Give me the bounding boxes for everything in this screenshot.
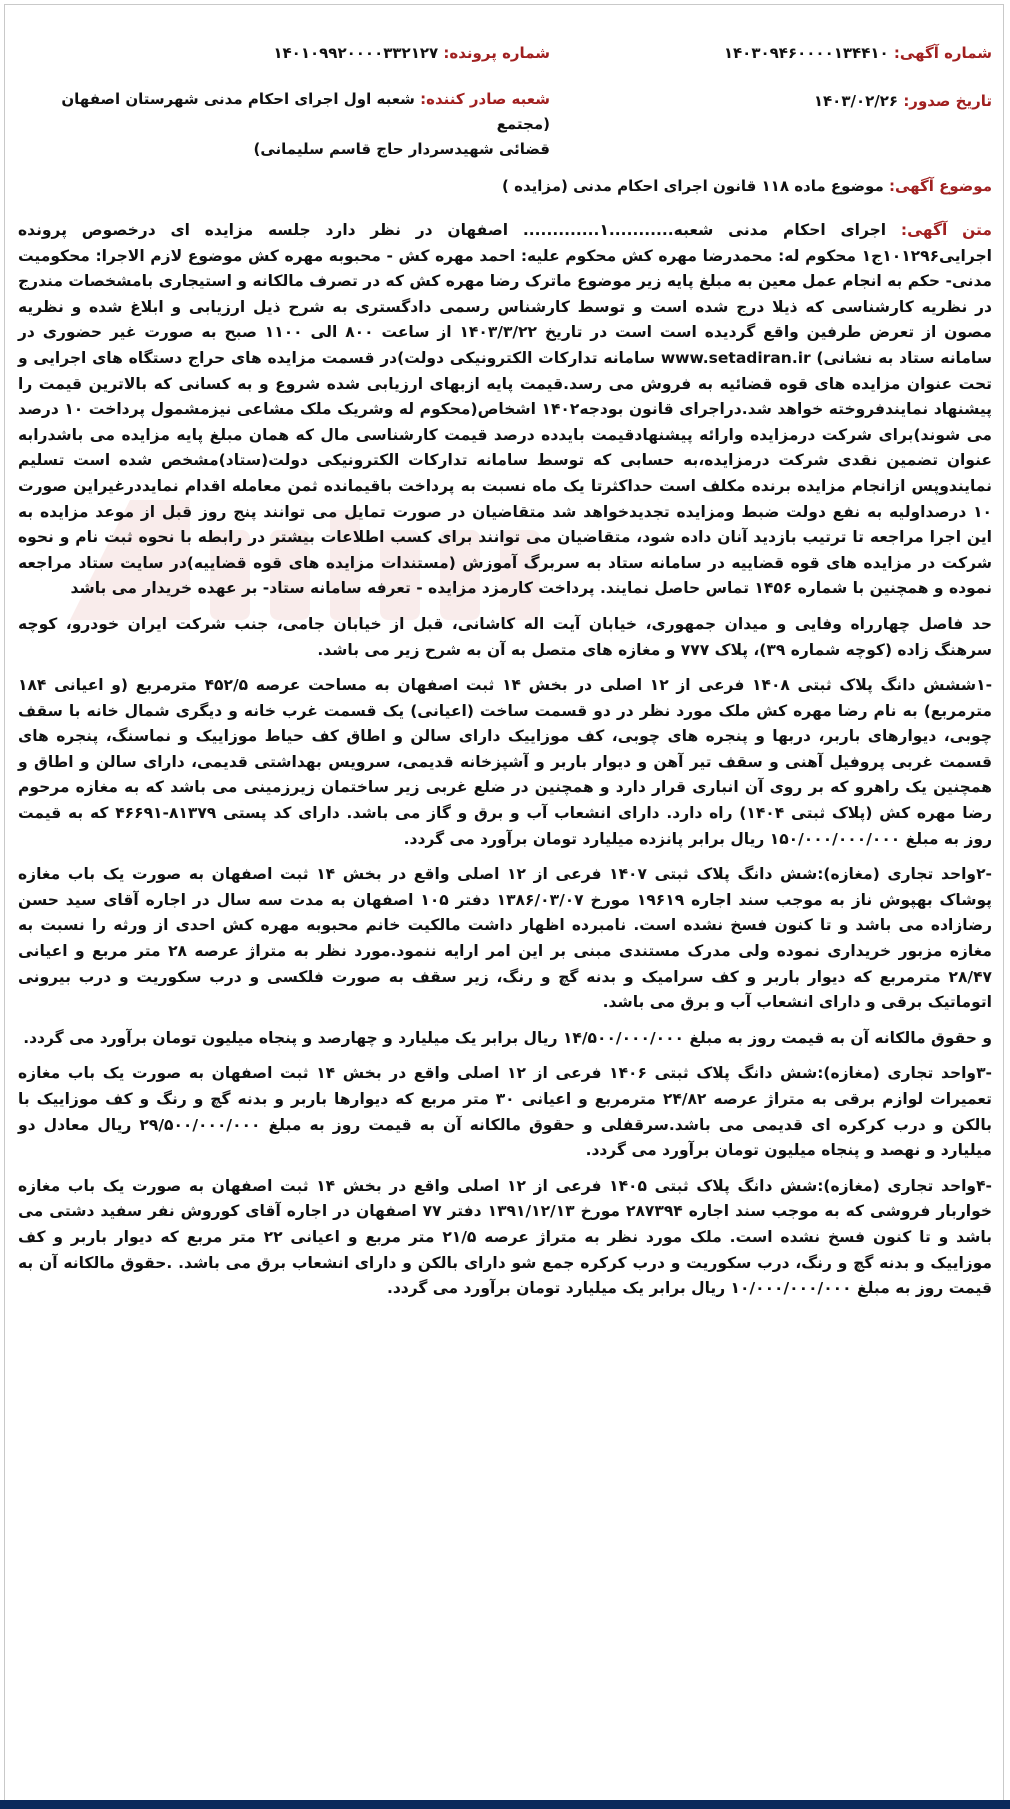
issuer-line2: قضائی شهیدسردار حاج قاسم سلیمانی) xyxy=(253,140,550,158)
address-paragraph: حد فاصل چهارراه وفایی و میدان جمهوری، خیابان آیت اله کاشانی، قبل از خیابان جامی، جنب شرکت ایران خودرو، کوچه سرهنگ زاده (کوچه شماره ۳۹)، پلاک ۷۷۷ و مغازه های متصل به آن به شرح زیر می باشد. xyxy=(18,614,992,659)
notice-number-value: ۱۴۰۳۰۹۴۶۰۰۰۰۱۳۴۴۱۰ xyxy=(723,44,889,62)
item2-paragraph: -۲واحد تجاری (مغازه):شش دانگ پلاک ثبتی ۱۴۰۷ فرعی از ۱۲ اصلی واقع در بخش ۱۴ ثبت اصفهان به صورت یک باب مغازه پوشاک بهپوش ناز به موجب سند اجاره ۱۹۶۱۹ مورخ ۱۳۸۶/۰۳/۰۷ دفتر ۱۰۵ اصفهان به مدت سه سال در اجاره آقای سید حسن رضازاده می باشد و تا کنون فسخ نشده است. نامبرده اظهار داشت مالکیت خانم محبوبه مهره کش احدی از ورثه را نسبت به مغازه مزبور خریداری نموده ولی مدرک مستندی مبنی بر این امر ارایه ننمود.مورد نظر به متراژ عرصه ۲۸ متر مربع و اعیانی ۲۸/۴۷ مترمربع که دیوار باربر و کف سرامیک و بدنه گچ و رنگ، زیر سقف به صورت فلکسی و درب سکوریت و درب بیرونی اتوماتیک برقی و دارای انشعاب آب و برق می باشد. xyxy=(18,865,993,1012)
issue-date xyxy=(814,92,992,110)
issuer xyxy=(30,87,550,162)
intro-paragraph xyxy=(18,218,992,602)
notice-body xyxy=(18,218,992,1312)
issue-date-value: ۱۴۰۳/۰۲/۲۶ xyxy=(813,92,899,110)
notice-number-label: شماره آگهی: xyxy=(893,44,992,62)
item3-paragraph: -۳واحد تجاری (مغازه):شش دانگ پلاک ثبتی ۱۴۰۶ فرعی از ۱۲ اصلی واقع در بخش ۱۴ ثبت اصفهان به صورت یک باب مغازه تعمیرات لوازم برقی به متراژ عرصه ۲۴/۸۲ مترمربع و اعیانی ۳۰ متر مربع که دیوارها باربر و بدنه گچ و رنگ و کف موزاییک با بالکن و درب کرکره ای قدیمی می باشد.سرقفلی و حقوق مالکانه آن به قیمت روز به مبلغ ۲۹/۵۰۰/۰۰۰/۰۰۰ ریال معادل دو میلیارد و نهصد و پنجاه میلیون تومان برآورد می گردد. xyxy=(18,1064,993,1160)
issuer-label: شعبه صادر کننده: xyxy=(420,90,550,108)
body-text-label: متن آگهی: xyxy=(900,221,992,239)
subject-value: موضوع ماده ۱۱۸ قانون اجرای احکام مدنی (مزایده ) xyxy=(502,177,884,195)
issue-date-label: تاریخ صدور: xyxy=(903,92,992,110)
bottom-bar xyxy=(0,1800,1010,1809)
issuer-line1: شعبه اول اجرای احکام مدنی شهرستان اصفهان (مجتمع xyxy=(61,90,550,133)
file-number-value: ۱۴۰۱۰۹۹۲۰۰۰۰۳۳۲۱۲۷ xyxy=(273,44,439,62)
item4-paragraph: -۴واحد تجاری (مغازه):شش دانگ پلاک ثبتی ۱۴۰۵ فرعی از ۱۲ اصلی واقع در بخش ۱۴ ثبت اصفهان به صورت یک باب مغازه خواربار فروشی که به موجب سند اجاره ۲۸۷۳۹۴ مورخ ۱۳۹۱/۱۲/۱۳ دفتر ۷۷ اصفهان در اجاره آقای کوروش نفر سفید دشتی می باشد و تا کنون فسخ نشده است. ملک مورد نظر به متراژ عرصه ۲۱/۵ متر مربع و اعیانی ۲۲ متر مربع که دیوار باربر و کف موزاییک و بدنه گچ و رنگ، درب سکوریت و درب کرکره جمع شو دارای بالکن و دارای انشعاب برق می باشد. .حقوق مالکانه آن به قیمت روز به مبلغ ۱۰/۰۰۰/۰۰۰/۰۰۰ ریال برابر یک میلیارد تومان برآورد می گردد. xyxy=(18,1176,993,1298)
item1-paragraph: -۱ششش دانگ پلاک ثبتی ۱۴۰۸ فرعی از ۱۲ اصلی در بخش ۱۴ ثبت اصفهان به مساحت عرصه ۴۵۲/۵ مترمربع (و اعیانی ۱۸۴ مترمربع) به نام رضا مهره کش ملک مورد نظر در دو قسمت ساخت (اعیانی) یک قسمت غرب خانه و دیگری شمال خانه با سقف چوبی، دیوارهای باربر، دربها و پنجره های چوبی، کف موزاییک دارای سالن و اطاق کف حیاط موزاییک و نماسنگ، پنجره های قسمت غربی پروفیل آهنی و سقف تیر آهن و دیوار باربر و آشپزخانه قدیمی، سرویس بهداشتی قدیمی، دارای سالن و اطاق و همچنین یک راهرو که بر روی آن انباری قرار دارد و همچنین در ضلع غربی زیر ساختمان زیرزمینی می باشد که به مغازه مرحوم رضا مهره کش (پلاک ثبتی ۱۴۰۴) راه دارد. دارای انشعاب آب و برق و گاز می باشد. دارای کد پستی ۸۱۳۷۹-۴۶۶۹۱ که به قیمت روز به مبلغ ۱۵۰/۰۰۰/۰۰۰/۰۰۰ ریال برابر پانزده میلیارد تومان برآورد می گردد. xyxy=(18,676,992,848)
subject xyxy=(502,177,992,195)
subject-label: موضوع آگهی: xyxy=(888,177,992,195)
notice-number xyxy=(724,44,992,62)
item2-price-paragraph: و حقوق مالکانه آن به قیمت روز به مبلغ ۱۴/۵۰۰/۰۰۰/۰۰۰ ریال برابر یک میلیارد و چهارصد و پنجاه میلیون تومان برآورد می گردد. xyxy=(23,1028,992,1047)
intro-text: اجرای احکام مدنی شعبه...........۱............. اصفهان در نظر دارد جلسه مزایده ای درخصوص پرونده اجرایی۱۰۱۲۹۶ج۱ محکوم له: محمدرضا مهره کش محکوم علیه: احمد مهره کش - محبوبه مهره کش موضوع لازم الاجرا: محکومیت مدنی- حکم به انجام عمل معین به مبلغ پایه زیر موضوع ماترک رضا مهره کش که در تصرف مالکانه و استیجاری بامشخصات مندرج در نظریه کارشناسی که ذیلا درج شده است و توسط کارشناس رسمی دادگستری به شرح ذیل ارزیابی و ابلاغ شده و نظریه مصون از تعرض طرفین واقع گردیده است است در تاریخ ۱۴۰۳/۳/۲۲ از ساعت ۸۰۰ الی ۱۱۰۰ صبح به صورت غیر حضوری در سامانه ستاد به نشانی) www.setadiran.ir سامانه تدارکات الکترونیکی دولت)در قسمت مزایده های حراج دستگاه های اجرایی و تحت عنوان مزایده های قوه قضائیه به فروش می رسد.قیمت پایه ازبهای ارزیابی شده شروع و به کسانی که بالاترین قیمت را پیشنهاد نمایندفروخته خواهد شد.دراجرای قانون بودجه۱۴۰۲ اشخاص(محکوم له وشریک ملک مشاعی نیزمشمول پرداخت ۱۰ درصد می شوند)برای شرکت درمزایده وارائه پیشنهادقیمت بایدده درصد قیمت کارشناسی مال که همان مبلغ پایه مزایده می باشدرابه عنوان تضمین نقدی شرکت درمزایده،به حسابی که توسط سامانه تدارکات الکترونیکی دولت(ستاد)مشخص شده است تسلیم نمایندوپس ازانجام مزایده برنده مکلف است حداکثرتا یک ماه نسبت به پرداخت باقیمانده ثمن معامله اقدام نمایددرغیراین صورت ۱۰ درصداولیه به نفع دولت ضبط ومزایده تجدیدخواهد شد متقاضیان در صورت تمایل می توانند پنج روز قبل از موعد مزایده به این اجرا مراجعه تا ترتیب بازدید آنان داده شود، متقاضیان می توانند برای کسب اطلاعات بیشتر در رابطه با نحوه ثبت نام و نحوه شرکت در مزایده های قوه قضاییه در سامانه ستاد به سربرگ آموزش (مستندات مزایده های قوه قضاییه)در سایت ستاد مراجعه نموده و همچنین با شماره ۱۴۵۶ تماس حاصل نمایند. پرداخت کارمزد مزایده - تعرفه سامانه ستاد- بر عهده خریدار می باشد xyxy=(18,221,993,598)
file-number-label: شماره پرونده: xyxy=(443,44,550,62)
file-number xyxy=(273,44,550,62)
